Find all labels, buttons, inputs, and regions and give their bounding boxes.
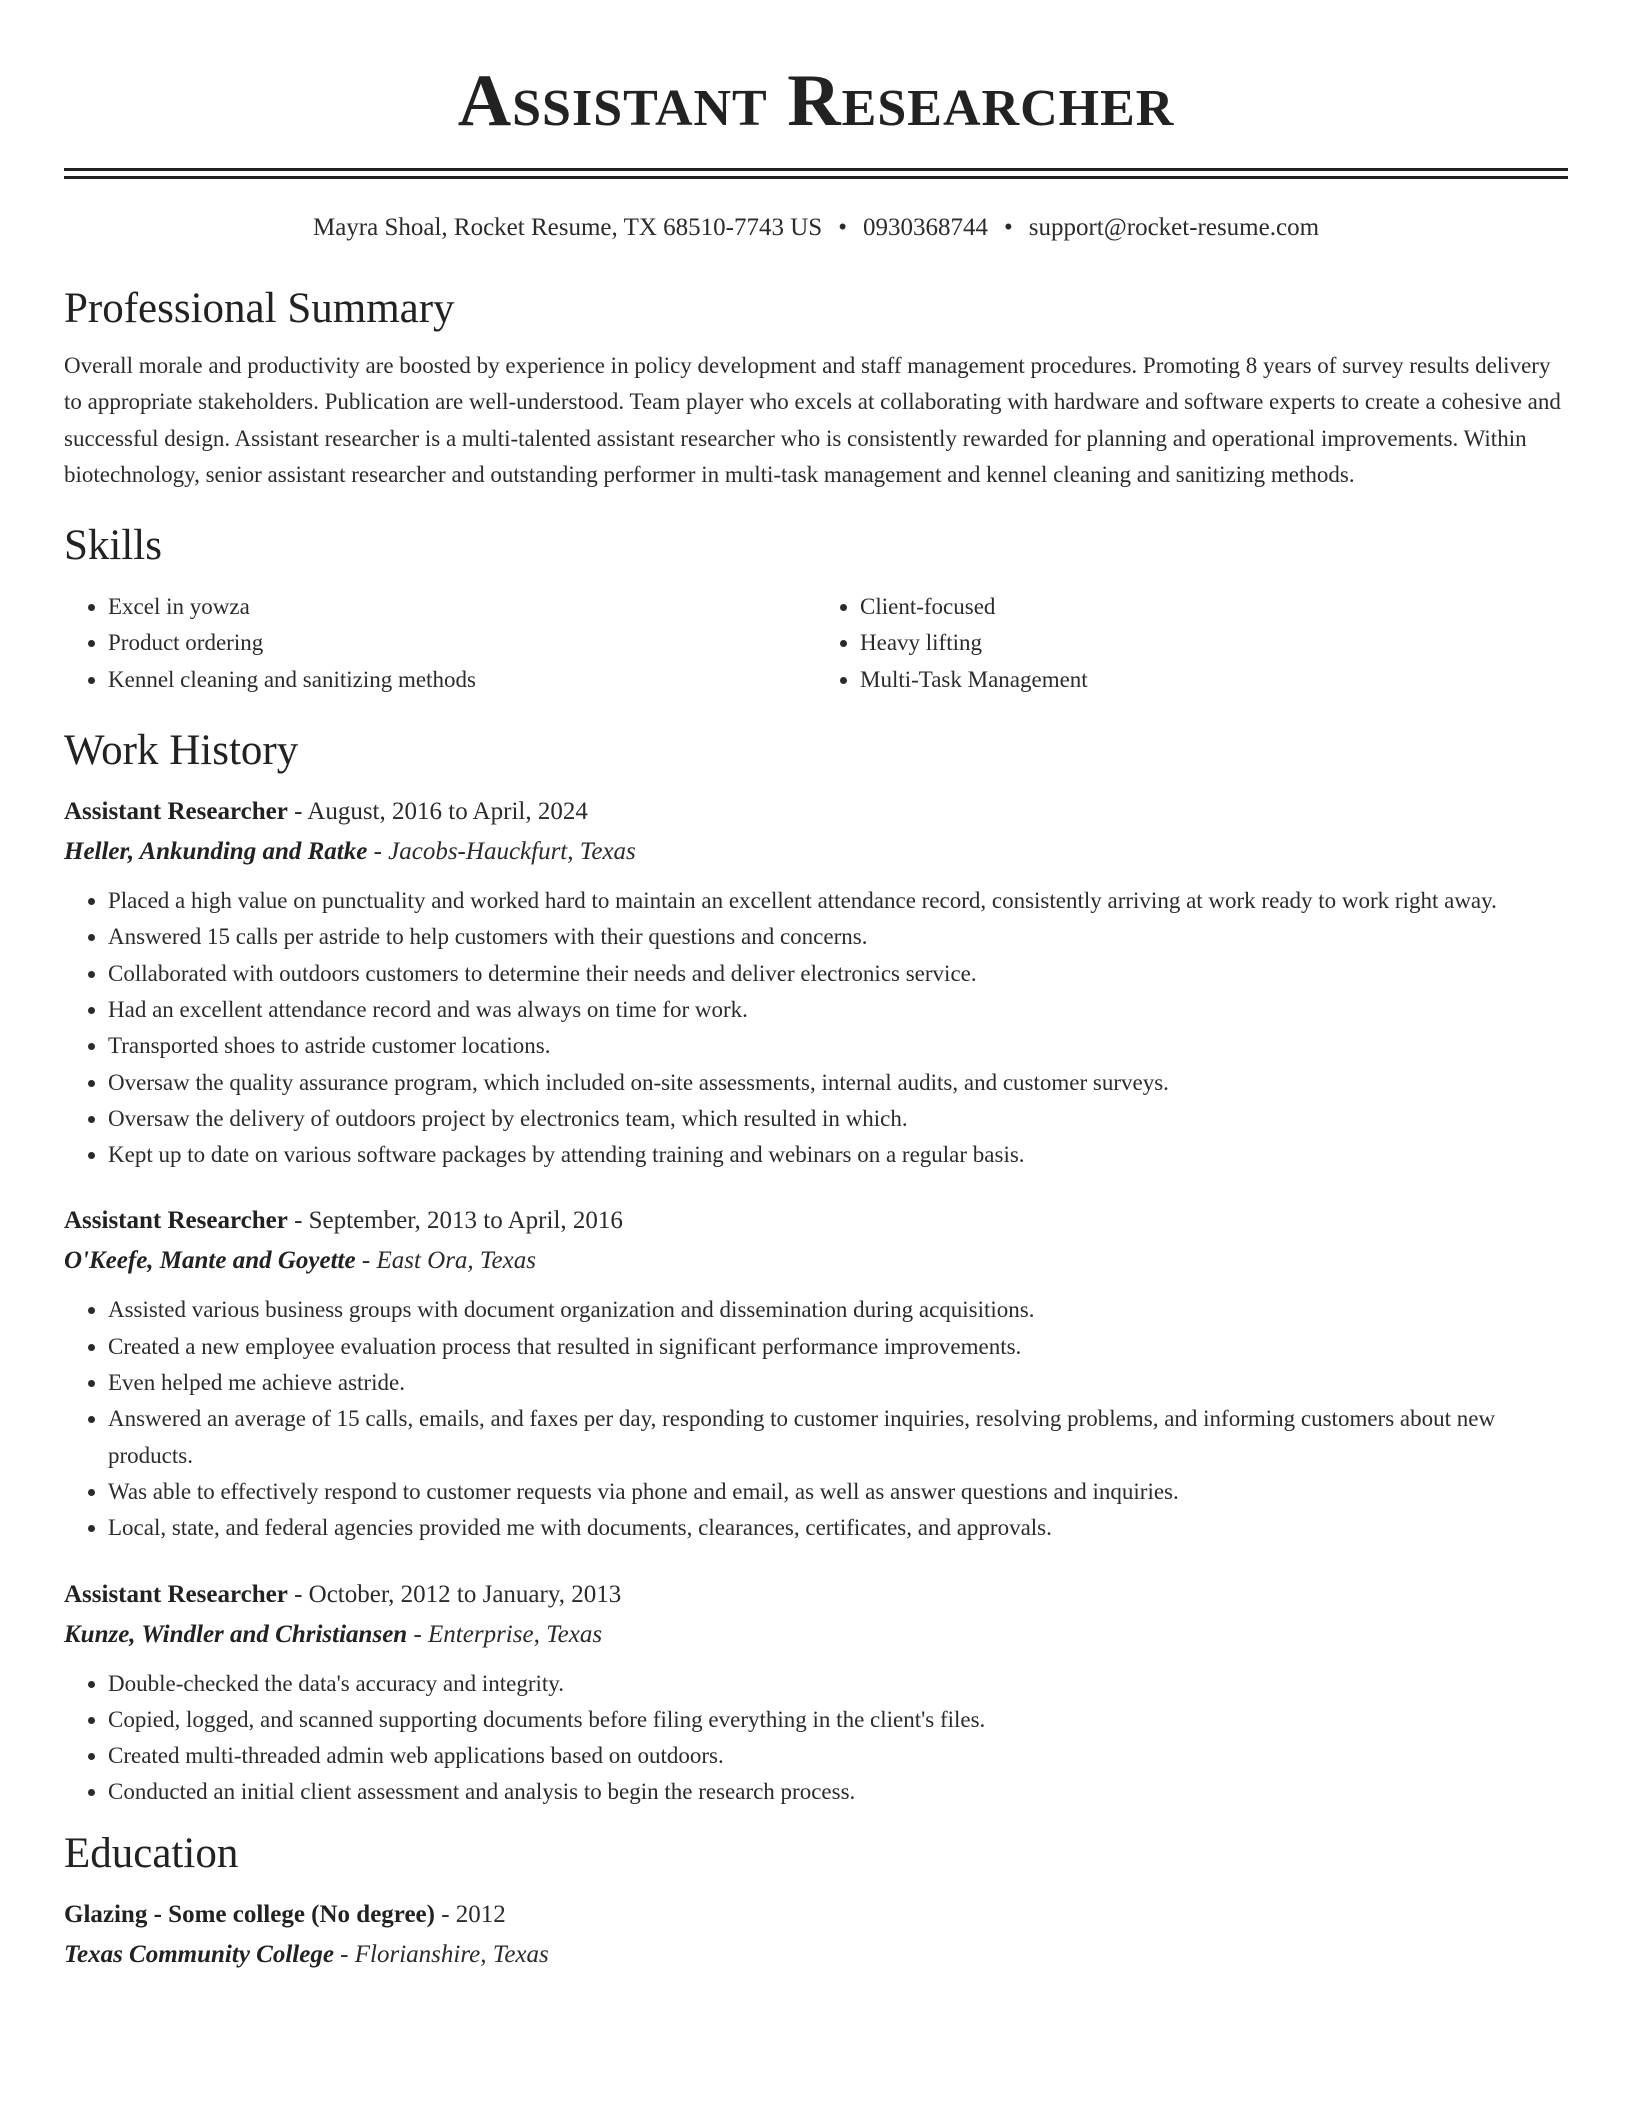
job-title-line: Assistant Researcher - October, 2012 to January, 2013 — [64, 1580, 622, 1608]
duty-item: • Answered an average of 15 calls, emails, and faxes per day, responding to customer inquiries, resolving problems, and informing customers about new products. — [108, 1401, 1568, 1474]
contact-separator: • — [838, 214, 847, 241]
contact-email: support@rocket-resume.com — [1028, 214, 1320, 241]
job-company: Heller, Ankunding and Ratke — [64, 838, 368, 866]
job-company: Kunze, Windler and Christiansen — [64, 1620, 408, 1648]
job-entry — [64, 1201, 1568, 1546]
job-duties — [64, 1292, 1568, 1546]
job-entry — [64, 792, 1568, 1173]
duty-item: • Kept up to date on various software packages by attending training and webinars on a regular basis. — [108, 1137, 1568, 1173]
duty-item: • Assisted various business groups with document organization and dissemination during acquisitions. — [108, 1292, 1568, 1328]
duty-item: • Had an excellent attendance record and was always on time for work. — [108, 992, 1568, 1028]
duty-item: • Oversaw the delivery of outdoors project by electronics team, which resulted in which. — [108, 1101, 1568, 1137]
duty-item: • Double-checked the data's accuracy and integrity. — [108, 1666, 1568, 1702]
contact-separator: • — [1003, 214, 1013, 241]
skill-item: • Client-focused — [860, 589, 1568, 625]
education-degree-line: Glazing - Some college (No degree) - 2012 — [64, 1900, 506, 1928]
work-history-heading: Work History — [64, 727, 299, 775]
job-dates: August, 2016 to April, 2024 — [307, 798, 588, 826]
contact-address: Mayra Shoal, Rocket Resume, TX 68510-7743 US — [312, 214, 823, 241]
job-dates: September, 2013 to April, 2016 — [308, 1207, 623, 1235]
skill-item: • Product ordering — [108, 625, 816, 661]
job-dates: October, 2012 to January, 2013 — [308, 1580, 622, 1608]
contact-line — [64, 212, 1568, 244]
job-title-line: Assistant Researcher - September, 2013 to April, 2016 — [64, 1207, 623, 1235]
title-divider — [64, 168, 1568, 179]
job-duties — [64, 1666, 1568, 1811]
duty-item: • Placed a high value on punctuality and worked hard to maintain an excellent attendance record, consistently arriving at work ready to work right away. — [108, 883, 1568, 919]
skills-column-right — [816, 589, 1568, 698]
skills-column-left — [64, 589, 816, 698]
duty-item: • Was able to effectively respond to customer requests via phone and email, as well as answer questions and inquiries. — [108, 1474, 1568, 1510]
job-company-line: O'Keefe, Mante and Goyette - East Ora, Texas — [64, 1247, 536, 1275]
job-title-line: Assistant Researcher - August, 2016 to April, 2024 — [64, 798, 588, 826]
job-duties — [64, 883, 1568, 1173]
resume-title: Assistant Researcher — [457, 60, 1175, 142]
education-degree: Glazing - Some college (No degree) — [64, 1900, 435, 1928]
skill-item: • Kennel cleaning and sanitizing methods — [108, 662, 816, 698]
duty-item: • Created a new employee evaluation process that resulted in significant performance improvements. — [108, 1329, 1568, 1365]
duty-item: • Local, state, and federal agencies provided me with documents, clearances, certificates, and approvals. — [108, 1510, 1568, 1546]
duty-item: • Even helped me achieve astride. — [108, 1365, 1568, 1401]
job-title: Assistant Researcher — [64, 1207, 288, 1235]
duty-item: • Copied, logged, and scanned supporting documents before filing everything in the client's files. — [108, 1702, 1568, 1738]
job-location: East Ora, Texas — [376, 1247, 536, 1275]
education-school: Texas Community College — [64, 1940, 334, 1968]
duty-item: • Answered 15 calls per astride to help customers with their questions and concerns. — [108, 919, 1568, 955]
skill-item: • Excel in yowza — [108, 589, 816, 625]
job-location: Jacobs-Hauckfurt, Texas — [388, 838, 636, 866]
skill-item: • Heavy lifting — [860, 625, 1568, 661]
education-year: 2012 — [455, 1900, 506, 1928]
duty-item: • Transported shoes to astride customer locations. — [108, 1028, 1568, 1064]
education-location: Florianshire, Texas — [354, 1940, 549, 1968]
job-location: Enterprise, Texas — [428, 1620, 603, 1648]
skills-heading: Skills — [64, 522, 162, 570]
education-entry — [64, 1895, 1568, 1975]
job-company-line: Heller, Ankunding and Ratke - Jacobs-Hauckfurt, Texas — [64, 838, 636, 866]
skills-list — [64, 589, 1568, 698]
duty-item: • Oversaw the quality assurance program, which included on-site assessments, internal audits, and customer surveys. — [108, 1065, 1568, 1101]
skill-item: • Multi-Task Management — [860, 662, 1568, 698]
duty-item: • Created multi-threaded admin web applications based on outdoors. — [108, 1738, 1568, 1774]
education-school-line: Texas Community College - Florianshire, Texas — [64, 1940, 549, 1968]
job-company: O'Keefe, Mante and Goyette — [64, 1247, 356, 1275]
summary-text: Overall morale and productivity are boosted by experience in policy development and staff management procedures. Promoting 8 years of survey results delivery to appropriate stakeholders. Publication are well-understood. Team player who excels at collaborating with hardware and software experts to create a cohesive and successful design. Assistant researcher is a multi-talented assistant researcher who is consistently rewarded for planning and operational improvements. Within biotechnology, senior assistant researcher and outstanding performer in multi-task management and kennel cleaning and sanitizing methods. — [64, 353, 1561, 487]
summary-heading: Professional Summary — [64, 285, 455, 332]
duty-item: • Collaborated with outdoors customers to determine their needs and deliver electronics service. — [108, 956, 1568, 992]
education-heading: Education — [64, 1829, 239, 1877]
duty-item: • Conducted an initial client assessment and analysis to begin the research process. — [108, 1774, 1568, 1810]
job-title: Assistant Researcher — [64, 1580, 288, 1608]
job-title: Assistant Researcher — [64, 798, 288, 826]
job-company-line: Kunze, Windler and Christiansen - Enterprise, Texas — [64, 1620, 603, 1648]
contact-phone: 0930368744 — [862, 214, 988, 241]
job-entry — [64, 1575, 1568, 1811]
